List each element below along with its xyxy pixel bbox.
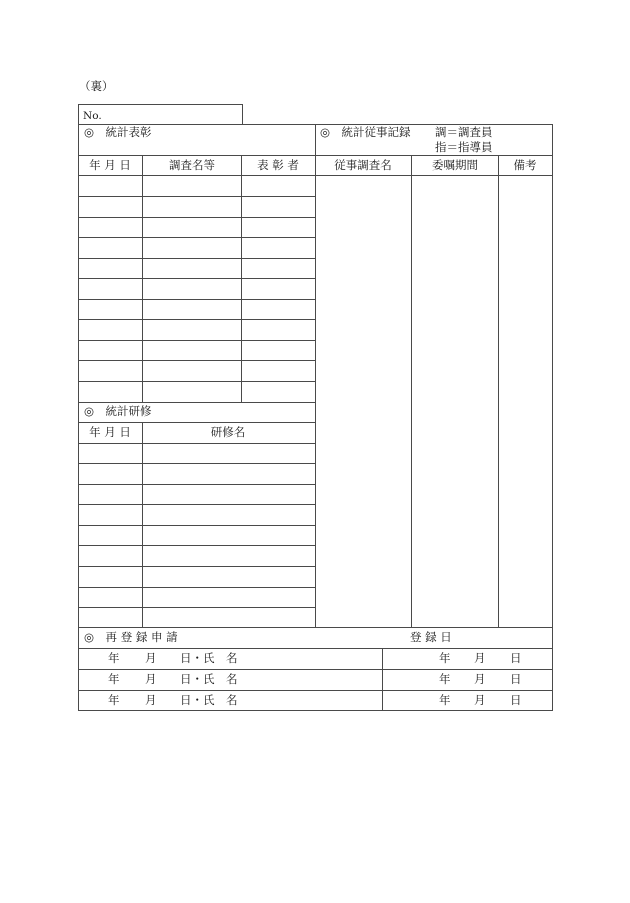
training-section-title: ◎ 統計研修 [84, 404, 152, 418]
reg-row-day: 日 [510, 651, 522, 665]
rereg-row-name: 名 [226, 651, 238, 665]
rereg-row-name: 名 [226, 672, 238, 686]
service-col-remarks: 備考 [513, 158, 537, 172]
reg-row-year: 年 [439, 672, 451, 686]
number-label: No. [83, 110, 102, 122]
rereg-row-name: 名 [226, 693, 238, 707]
awards-col-awarder: 表 彰 者 [257, 158, 299, 172]
awards-col-date: 年 月 日 [89, 158, 131, 172]
reregistration-title: ◎ 再 登 録 申 請 [84, 630, 178, 644]
service-col-survey: 従事調査名 [334, 158, 392, 172]
awards-section-title: ◎ 統計表彰 [84, 125, 152, 139]
rereg-row-day-name: 日・氏 [180, 672, 215, 686]
service-section-title: ◎ 統計従事記録 [320, 125, 411, 139]
rereg-row-day-name: 日・氏 [180, 693, 215, 707]
reg-row-month: 月 [474, 651, 486, 665]
rereg-row-month: 月 [145, 651, 157, 665]
reg-row-month: 月 [474, 672, 486, 686]
training-col-name: 研修名 [210, 425, 246, 439]
service-legend-supervisor: 指＝指導員 [435, 140, 493, 154]
reg-row-year: 年 [439, 693, 451, 707]
rereg-row-month: 月 [145, 693, 157, 707]
service-legend-investigator: 調＝調査員 [435, 125, 493, 139]
reg-row-month: 月 [474, 693, 486, 707]
rereg-row-month: 月 [145, 672, 157, 686]
training-col-date: 年 月 日 [89, 425, 131, 439]
reg-row-year: 年 [439, 651, 451, 665]
awards-col-survey: 調査名等 [169, 158, 215, 172]
number-box [78, 104, 243, 125]
service-col-period: 委嘱期間 [432, 158, 478, 172]
side-label: （裏） [79, 79, 114, 93]
registration-date-header: 登 録 日 [410, 630, 452, 644]
rereg-row-day-name: 日・氏 [180, 651, 215, 665]
rereg-row-year: 年 [108, 672, 120, 686]
rereg-row-year: 年 [108, 651, 120, 665]
reg-row-day: 日 [510, 693, 522, 707]
rereg-row-year: 年 [108, 693, 120, 707]
reg-row-day: 日 [510, 672, 522, 686]
